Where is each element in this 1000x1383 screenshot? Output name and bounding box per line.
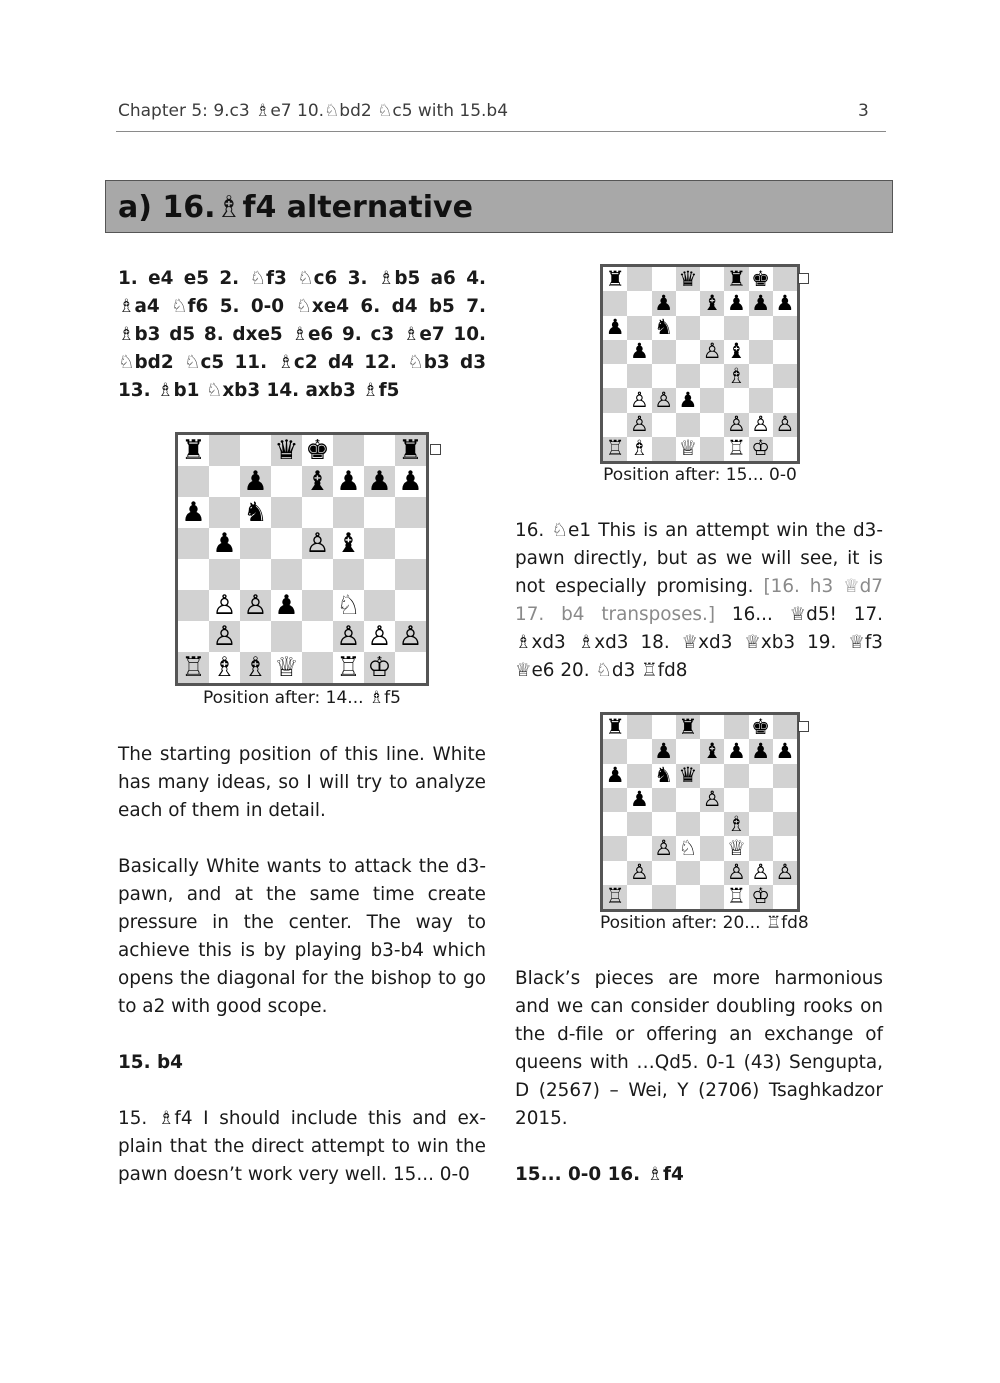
black-pawn-icon: ♟ — [398, 466, 423, 497]
square-g8 — [364, 435, 395, 466]
square-g8 — [749, 715, 773, 739]
square-c2 — [240, 621, 271, 652]
black-pawn-icon: ♟ — [775, 738, 795, 763]
square-f8 — [724, 267, 748, 291]
white-rook-icon: ♖ — [726, 436, 746, 461]
square-d7 — [676, 291, 700, 315]
square-h3 — [395, 590, 426, 621]
black-bishop-icon: ♝ — [336, 528, 361, 559]
square-b3 — [209, 590, 240, 621]
black-rook-icon: ♜ — [726, 266, 746, 291]
square-d1 — [676, 885, 700, 909]
square-a5 — [603, 788, 627, 812]
square-d8 — [676, 715, 700, 739]
square-a4 — [178, 559, 209, 590]
square-e4 — [700, 364, 724, 388]
square-b4 — [627, 812, 651, 836]
square-e3 — [700, 836, 724, 860]
square-b8 — [627, 715, 651, 739]
move-15-00-16-bf4: 15... 0-0 16. ♗f4 — [515, 1164, 684, 1185]
square-b2 — [627, 413, 651, 437]
square-b5 — [627, 788, 651, 812]
square-c4 — [652, 812, 676, 836]
square-e2 — [302, 621, 333, 652]
square-h5 — [773, 788, 797, 812]
square-c4 — [652, 364, 676, 388]
white-king-icon: ♔ — [751, 436, 771, 461]
paragraph-starting-position: The starting position of this line. White has many ideas, so I will try to analyze each of them in detail. — [118, 744, 486, 821]
square-a7 — [603, 291, 627, 315]
square-f2 — [724, 413, 748, 437]
square-a7 — [178, 466, 209, 497]
move-15-b4: 15. b4 — [118, 1052, 183, 1073]
white-pawn-icon: ♙ — [654, 387, 674, 412]
white-pawn-icon: ♙ — [751, 412, 771, 437]
black-pawn-icon: ♟ — [274, 590, 299, 621]
black-pawn-icon: ♟ — [181, 497, 206, 528]
header-divider — [116, 131, 886, 132]
white-knight-icon: ♘ — [678, 835, 698, 860]
white-bishop-icon: ♗ — [726, 363, 746, 388]
black-rook-icon: ♜ — [398, 435, 423, 466]
white-pawn-icon: ♙ — [654, 835, 674, 860]
square-g3 — [364, 590, 395, 621]
paragraph-black-harmonious: Black’s pieces are more harmonious and we can consider doubling rooks on the d-file or offering an exchange of queens with …Qd5. 0-1 (43) Sengupta, D (2567) – Wei, Y (2706) Tsaghkadzor 2015. — [515, 968, 883, 1129]
white-bishop-icon: ♗ — [629, 436, 649, 461]
square-d5 — [676, 340, 700, 364]
black-rook-icon: ♜ — [181, 435, 206, 466]
square-c7 — [652, 291, 676, 315]
square-h4 — [773, 812, 797, 836]
square-a1 — [603, 437, 627, 461]
black-pawn-icon: ♟ — [605, 315, 625, 340]
square-c8 — [652, 715, 676, 739]
black-bishop-icon: ♝ — [305, 466, 330, 497]
square-d3 — [271, 590, 302, 621]
square-b8 — [627, 267, 651, 291]
square-f6 — [724, 316, 748, 340]
white-pawn-icon: ♙ — [398, 621, 423, 652]
square-h7 — [395, 466, 426, 497]
square-f3 — [333, 590, 364, 621]
square-h3 — [773, 388, 797, 412]
text-16-ne1: 16. ♘e1 This is an attempt win the d3-pawn directly, but as we will see, it is not especially promising. — [515, 520, 883, 597]
square-h4 — [773, 364, 797, 388]
square-g4 — [364, 559, 395, 590]
square-h8 — [395, 435, 426, 466]
side-to-move-white-icon — [430, 444, 441, 455]
black-bishop-icon: ♝ — [702, 290, 722, 315]
square-d8 — [271, 435, 302, 466]
square-f8 — [724, 715, 748, 739]
square-g1 — [749, 437, 773, 461]
white-pawn-icon: ♙ — [751, 860, 771, 885]
square-g3 — [749, 836, 773, 860]
white-pawn-icon: ♙ — [775, 412, 795, 437]
square-e5 — [302, 528, 333, 559]
black-rook-icon: ♜ — [605, 266, 625, 291]
square-g4 — [749, 364, 773, 388]
square-c2 — [652, 861, 676, 885]
square-a1 — [178, 652, 209, 683]
square-b3 — [627, 836, 651, 860]
square-h6 — [773, 764, 797, 788]
square-a5 — [603, 340, 627, 364]
square-f1 — [724, 437, 748, 461]
square-d3 — [676, 388, 700, 412]
square-h1 — [395, 652, 426, 683]
square-g2 — [364, 621, 395, 652]
square-a7 — [603, 739, 627, 763]
white-rook-icon: ♖ — [605, 436, 625, 461]
square-f5 — [724, 340, 748, 364]
square-b7 — [209, 466, 240, 497]
square-d4 — [676, 364, 700, 388]
square-g5 — [364, 528, 395, 559]
square-a4 — [603, 364, 627, 388]
square-h6 — [395, 497, 426, 528]
square-e5 — [700, 340, 724, 364]
white-pawn-icon: ♙ — [629, 860, 649, 885]
square-c8 — [652, 267, 676, 291]
square-d7 — [271, 466, 302, 497]
white-pawn-icon: ♙ — [702, 339, 722, 364]
white-rook-icon: ♖ — [605, 884, 625, 909]
square-h5 — [395, 528, 426, 559]
square-f7 — [333, 466, 364, 497]
square-a5 — [178, 528, 209, 559]
square-a2 — [603, 861, 627, 885]
square-e3 — [302, 590, 333, 621]
paragraph-white-plan: Basically White wants to attack the d3-pawn, and at the same time create pressure in the center. The way to achieve this is by playing b3-b4 which opens the diagonal for the bishop to go to a2 with good scope. — [118, 856, 486, 1017]
square-b5 — [627, 340, 651, 364]
white-king-icon: ♔ — [367, 652, 392, 683]
white-queen-icon: ♕ — [274, 652, 299, 683]
square-c6 — [652, 764, 676, 788]
square-e5 — [700, 788, 724, 812]
black-queen-icon: ♛ — [678, 763, 698, 788]
white-pawn-icon: ♙ — [726, 860, 746, 885]
square-e6 — [700, 764, 724, 788]
text-16-qd5: 16... ♕d5! 17. ♗xd3 ♗xd3 18. ♕xd3 ♕xb3 19. ♕f3 ♕e6 20. ♘d3 ♖fd8 — [515, 604, 883, 681]
black-king-icon: ♚ — [751, 714, 771, 739]
square-e4 — [700, 812, 724, 836]
square-g3 — [749, 388, 773, 412]
square-e1 — [700, 437, 724, 461]
square-c7 — [240, 466, 271, 497]
square-h4 — [395, 559, 426, 590]
square-e1 — [302, 652, 333, 683]
square-e7 — [700, 291, 724, 315]
square-a8 — [603, 715, 627, 739]
variation-16-h3: [16. h3 ♕d7 17. b4 transposes.] — [515, 576, 883, 625]
section-title-bar — [105, 180, 893, 233]
square-h1 — [773, 437, 797, 461]
square-c7 — [652, 739, 676, 763]
black-queen-icon: ♛ — [274, 435, 299, 466]
white-bishop-icon: ♗ — [243, 652, 268, 683]
chess-diagram-1 — [175, 432, 429, 686]
square-g6 — [364, 497, 395, 528]
square-h6 — [773, 316, 797, 340]
square-e8 — [302, 435, 333, 466]
white-bishop-icon: ♗ — [726, 811, 746, 836]
square-b6 — [627, 316, 651, 340]
square-c3 — [652, 388, 676, 412]
black-pawn-icon: ♟ — [629, 339, 649, 364]
side-to-move-white-icon — [798, 721, 809, 732]
square-a4 — [603, 812, 627, 836]
square-c5 — [652, 340, 676, 364]
white-pawn-icon: ♙ — [212, 590, 237, 621]
square-g8 — [749, 267, 773, 291]
square-d5 — [676, 788, 700, 812]
paragraph-15-bf4: 15. ♗f4 I should include this and ex-plain that the direct attempt to win the pawn doesn’t work very well. 15... 0-0 — [118, 1108, 486, 1185]
square-f7 — [724, 291, 748, 315]
square-f5 — [724, 788, 748, 812]
square-g6 — [749, 764, 773, 788]
square-d6 — [676, 764, 700, 788]
square-e2 — [700, 413, 724, 437]
square-e4 — [302, 559, 333, 590]
square-f8 — [333, 435, 364, 466]
square-f4 — [724, 812, 748, 836]
diagram-3-caption: Position after: 20... ♖fd8 — [600, 913, 809, 933]
square-g1 — [749, 885, 773, 909]
black-bishop-icon: ♝ — [702, 738, 722, 763]
square-b4 — [627, 364, 651, 388]
square-e7 — [302, 466, 333, 497]
square-g7 — [749, 739, 773, 763]
square-c3 — [652, 836, 676, 860]
square-d2 — [271, 621, 302, 652]
square-d7 — [676, 739, 700, 763]
square-f5 — [333, 528, 364, 559]
black-rook-icon: ♜ — [678, 714, 698, 739]
black-king-icon: ♚ — [751, 266, 771, 291]
square-d6 — [271, 497, 302, 528]
square-d2 — [676, 861, 700, 885]
black-pawn-icon: ♟ — [751, 290, 771, 315]
black-pawn-icon: ♟ — [775, 290, 795, 315]
square-c5 — [240, 528, 271, 559]
square-c4 — [240, 559, 271, 590]
white-pawn-icon: ♙ — [726, 412, 746, 437]
square-h8 — [773, 715, 797, 739]
white-pawn-icon: ♙ — [305, 528, 330, 559]
black-pawn-icon: ♟ — [243, 466, 268, 497]
square-f1 — [333, 652, 364, 683]
square-b8 — [209, 435, 240, 466]
square-f7 — [724, 739, 748, 763]
square-b5 — [209, 528, 240, 559]
square-a6 — [603, 316, 627, 340]
square-c1 — [652, 437, 676, 461]
square-f6 — [724, 764, 748, 788]
white-queen-icon: ♕ — [726, 835, 746, 860]
black-knight-icon: ♞ — [243, 497, 268, 528]
white-rook-icon: ♖ — [181, 652, 206, 683]
square-h3 — [773, 836, 797, 860]
intro-moves: 1. e4 e5 2. ♘f3 ♘c6 3. ♗b5 a6 4. ♗a4 ♘f6 5. 0-0 ♘xe4 6. d4 b5 7. ♗b3 d5 8. dxe5 ♗e6 9. c3 ♗e7 10. ♘bd2 ♘c5 11. ♗c2 d4 12. ♘b3 d3 13. ♗b1 ♘xb3 14. axb3 ♗f5 — [118, 268, 486, 401]
square-e7 — [700, 739, 724, 763]
square-a3 — [603, 388, 627, 412]
square-g7 — [364, 466, 395, 497]
white-king-icon: ♔ — [751, 884, 771, 909]
running-header: Chapter 5: 9.c3 ♗e7 10.♘bd2 ♘c5 with 15.b4 — [118, 101, 509, 121]
white-bishop-icon: ♗ — [212, 652, 237, 683]
white-pawn-icon: ♙ — [212, 621, 237, 652]
page-number: 3 — [858, 101, 869, 121]
black-pawn-icon: ♟ — [726, 738, 746, 763]
square-c6 — [652, 316, 676, 340]
square-g4 — [749, 812, 773, 836]
square-c6 — [240, 497, 271, 528]
black-pawn-icon: ♟ — [654, 290, 674, 315]
square-e2 — [700, 861, 724, 885]
square-g5 — [749, 340, 773, 364]
square-c2 — [652, 413, 676, 437]
square-b3 — [627, 388, 651, 412]
black-knight-icon: ♞ — [654, 315, 674, 340]
black-king-icon: ♚ — [305, 435, 330, 466]
square-f1 — [724, 885, 748, 909]
black-pawn-icon: ♟ — [367, 466, 392, 497]
square-d6 — [676, 316, 700, 340]
square-a3 — [603, 836, 627, 860]
square-b2 — [209, 621, 240, 652]
square-b1 — [209, 652, 240, 683]
black-pawn-icon: ♟ — [629, 787, 649, 812]
square-c1 — [240, 652, 271, 683]
square-e8 — [700, 715, 724, 739]
square-c5 — [652, 788, 676, 812]
square-a2 — [178, 621, 209, 652]
white-pawn-icon: ♙ — [336, 621, 361, 652]
square-h7 — [773, 739, 797, 763]
square-g2 — [749, 861, 773, 885]
square-f6 — [333, 497, 364, 528]
square-h7 — [773, 291, 797, 315]
square-f4 — [333, 559, 364, 590]
square-f2 — [724, 861, 748, 885]
square-e6 — [302, 497, 333, 528]
square-c8 — [240, 435, 271, 466]
white-knight-icon: ♘ — [336, 590, 361, 621]
black-knight-icon: ♞ — [654, 763, 674, 788]
square-b6 — [627, 764, 651, 788]
square-h2 — [395, 621, 426, 652]
square-g1 — [364, 652, 395, 683]
chess-diagram-2 — [600, 264, 800, 464]
white-pawn-icon: ♙ — [629, 387, 649, 412]
square-b6 — [209, 497, 240, 528]
white-queen-icon: ♕ — [678, 436, 698, 461]
square-e1 — [700, 885, 724, 909]
square-a3 — [178, 590, 209, 621]
square-f4 — [724, 364, 748, 388]
square-h5 — [773, 340, 797, 364]
square-d2 — [676, 413, 700, 437]
square-f3 — [724, 836, 748, 860]
square-d4 — [676, 812, 700, 836]
section-title: a) 16.♗f4 alternative — [118, 190, 473, 225]
square-b1 — [627, 885, 651, 909]
square-g6 — [749, 316, 773, 340]
square-a2 — [603, 413, 627, 437]
square-b4 — [209, 559, 240, 590]
square-h2 — [773, 413, 797, 437]
square-e6 — [700, 316, 724, 340]
square-g2 — [749, 413, 773, 437]
side-to-move-white-icon — [798, 273, 809, 284]
square-d3 — [676, 836, 700, 860]
square-a8 — [178, 435, 209, 466]
white-rook-icon: ♖ — [336, 652, 361, 683]
square-d4 — [271, 559, 302, 590]
black-pawn-icon: ♟ — [751, 738, 771, 763]
black-pawn-icon: ♟ — [678, 387, 698, 412]
square-e8 — [700, 267, 724, 291]
white-pawn-icon: ♙ — [629, 412, 649, 437]
chess-diagram-3 — [600, 712, 800, 912]
diagram-2-caption: Position after: 15... 0-0 — [603, 465, 797, 485]
white-pawn-icon: ♙ — [367, 621, 392, 652]
black-bishop-icon: ♝ — [726, 339, 746, 364]
square-d5 — [271, 528, 302, 559]
black-pawn-icon: ♟ — [726, 290, 746, 315]
square-e3 — [700, 388, 724, 412]
black-pawn-icon: ♟ — [654, 738, 674, 763]
square-c3 — [240, 590, 271, 621]
square-f2 — [333, 621, 364, 652]
square-b2 — [627, 861, 651, 885]
white-pawn-icon: ♙ — [702, 787, 722, 812]
square-g7 — [749, 291, 773, 315]
square-a1 — [603, 885, 627, 909]
square-c1 — [652, 885, 676, 909]
white-pawn-icon: ♙ — [775, 860, 795, 885]
square-d8 — [676, 267, 700, 291]
square-a8 — [603, 267, 627, 291]
square-d1 — [271, 652, 302, 683]
white-rook-icon: ♖ — [726, 884, 746, 909]
black-queen-icon: ♛ — [678, 266, 698, 291]
square-b7 — [627, 291, 651, 315]
square-f3 — [724, 388, 748, 412]
square-h2 — [773, 861, 797, 885]
square-a6 — [178, 497, 209, 528]
paragraph-16-ne1 — [515, 517, 883, 685]
black-rook-icon: ♜ — [605, 714, 625, 739]
square-g5 — [749, 788, 773, 812]
square-h8 — [773, 267, 797, 291]
square-b1 — [627, 437, 651, 461]
white-pawn-icon: ♙ — [243, 590, 268, 621]
square-b7 — [627, 739, 651, 763]
black-pawn-icon: ♟ — [605, 763, 625, 788]
square-d1 — [676, 437, 700, 461]
square-h1 — [773, 885, 797, 909]
black-pawn-icon: ♟ — [336, 466, 361, 497]
diagram-1-caption: Position after: 14... ♗f5 — [203, 688, 401, 708]
square-a6 — [603, 764, 627, 788]
black-pawn-icon: ♟ — [212, 528, 237, 559]
